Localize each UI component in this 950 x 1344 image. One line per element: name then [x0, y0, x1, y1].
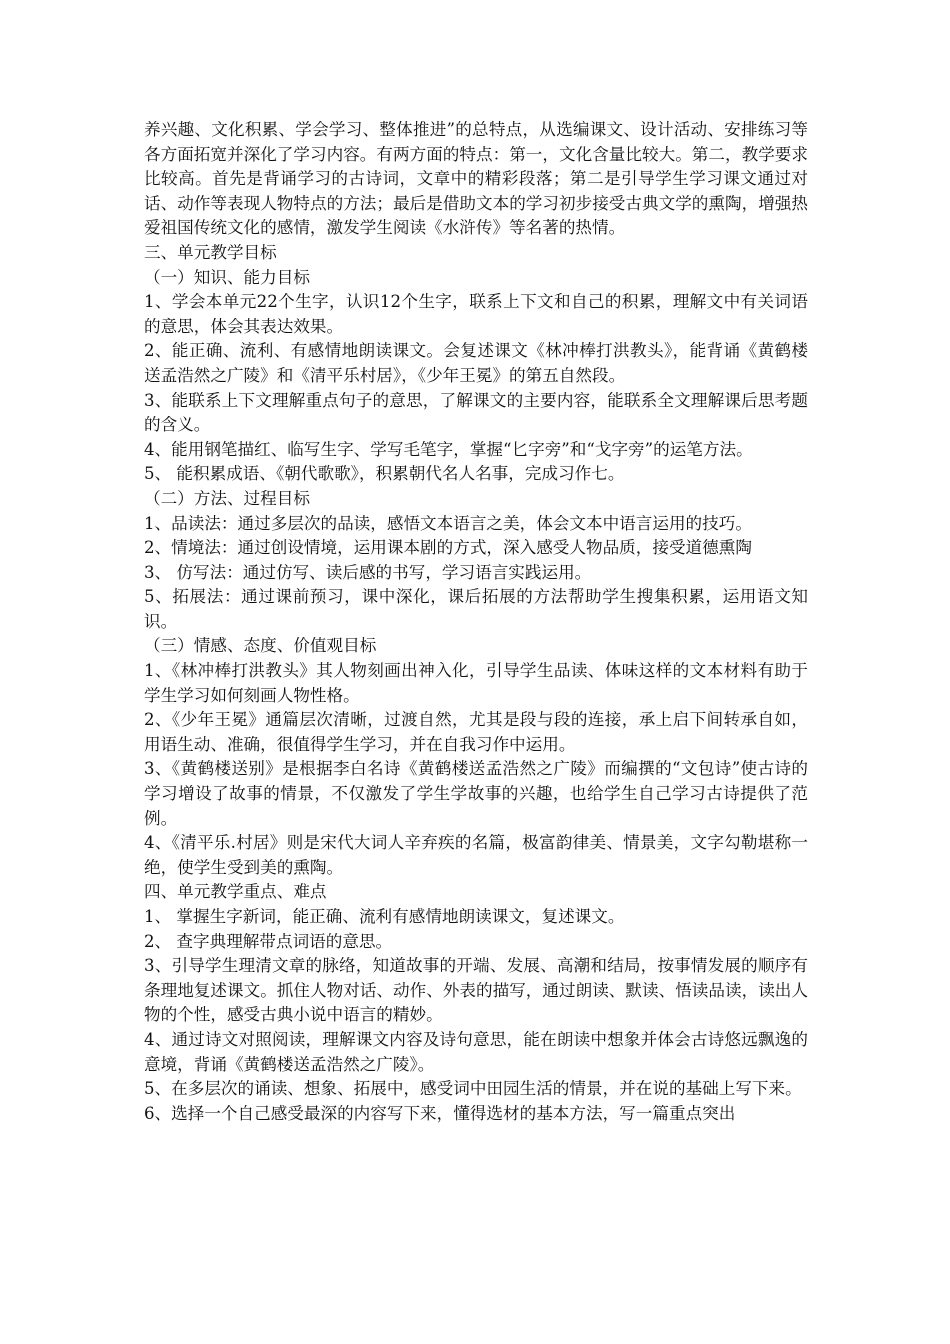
section-heading-key-points: 四、单元教学重点、难点	[144, 882, 327, 902]
list-item: 3、《黄鹤楼送别》是根据李白名诗《黄鹤楼送孟浩然之广陵》而编撰的“文包诗”使古诗的学习增设了故事的情景，不仅激发了学生学故事的兴趣，也给学生自己学习古诗提供了范例。	[144, 759, 808, 828]
subheading-emotion-values: （三）情感、态度、价值观目标	[144, 636, 377, 656]
list-item: 6、选择一个自己感受最深的内容写下来，懂得选材的基本方法，写一篇重点突出	[144, 1103, 736, 1123]
list-item: 5、拓展法：通过课前预习，课中深化，课后拓展的方法帮助学生搜集积累，运用语文知识。	[144, 587, 808, 631]
list-item: 2、情境法：通过创设情境，运用课本剧的方式，深入感受人物品质，接受道德熏陶	[144, 538, 752, 558]
list-item: 5、 能积累成语、《朝代歌歌》，积累朝代名人名事，完成习作七。	[144, 464, 625, 484]
list-item: 3、引导学生理清文章的脉络，知道故事的开端、发展、高潮和结局，按事情发展的顺序有条理地复述课文。抓住人物对话、动作、外表的描写，通过朗读、默读、悟读品读，读出人物的个性，感受古典小说中语言的精妙。	[144, 956, 808, 1025]
list-item: 2、能正确、流利、有感情地朗读课文。会复述课文《林冲棒打洪教头》，能背诵《黄鹤楼送孟浩然之广陵》和《清平乐村居》，《少年王冕》的第五自然段。	[144, 341, 808, 385]
paragraph-intro: 养兴趣、文化积累、学会学习、整体推进”的总特点，从选编课文、设计活动、安排练习等各方面拓宽并深化了学习内容。有两方面的特点：第一，文化含量比较大。第二，教学要求比较高。首先是背诵学习的古诗词，文章中的精彩段落；第二是引导学生学习课文通过对话、动作等表现人物特点的方法；最后是借助文本的学习初步接受古典文学的熏陶，增强热爱祖国传统文化的感情，激发学生阅读《水浒传》等名著的热情。	[144, 120, 808, 238]
list-item: 4、通过诗文对照阅读，理解课文内容及诗句意思，能在朗读中想象并体会古诗悠远飘逸的意境，背诵《黄鹤楼送孟浩然之广陵》。	[144, 1029, 808, 1074]
list-item: 5、在多层次的诵读、想象、拓展中，感受词中田园生活的情景，并在说的基础上写下来。	[144, 1079, 802, 1099]
section-heading-unit-goals: 三、单元教学目标	[144, 242, 277, 262]
subheading-knowledge-ability: （一）知识、能力目标	[144, 267, 310, 287]
list-item: 3、能联系上下文理解重点句子的意思，了解课文的主要内容，能联系全文理解课后思考题的含义。	[144, 390, 808, 435]
subheading-method-process: （二）方法、过程目标	[144, 488, 310, 508]
list-item: 1、学会本单元22个生字，认识12个生字，联系上下文和自己的积累，理解文中有关词语的意思，体会其表达效果。	[144, 292, 808, 336]
list-item: 1、 掌握生字新词，能正确、流利有感情地朗读课文，复述课文。	[144, 907, 625, 926]
document-body	[144, 118, 808, 1126]
list-item: 1、《林冲棒打洪教头》其人物刻画出神入化，引导学生品读、体味这样的文本材料有助于学生学习如何刻画人物性格。	[144, 661, 808, 705]
list-item: 1、品读法：通过多层次的品读，感悟文本语言之美，体会文本中语言运用的技巧。	[144, 513, 752, 533]
list-item: 4、《清平乐.村居》则是宋代大词人辛弃疾的名篇，极富韵律美、情景美，文字勾勒堪称一绝，使学生受到美的熏陶。	[144, 833, 808, 877]
list-item: 2、 查字典理解带点词语的意思。	[144, 931, 393, 951]
list-item: 4、能用钢笔描红、临写生字、学写毛笔字，掌握“匕字旁”和“戈字旁”的运笔方法。	[144, 439, 753, 459]
list-item: 2、《少年王冕》通篇层次清晰，过渡自然，尤其是段与段的连接，承上启下间转承自如，用语生动、准确，很值得学生学习，并在自我习作中运用。	[144, 710, 808, 754]
list-item: 3、 仿写法：通过仿写、读后感的书写，学习语言实践运用。	[144, 562, 592, 582]
